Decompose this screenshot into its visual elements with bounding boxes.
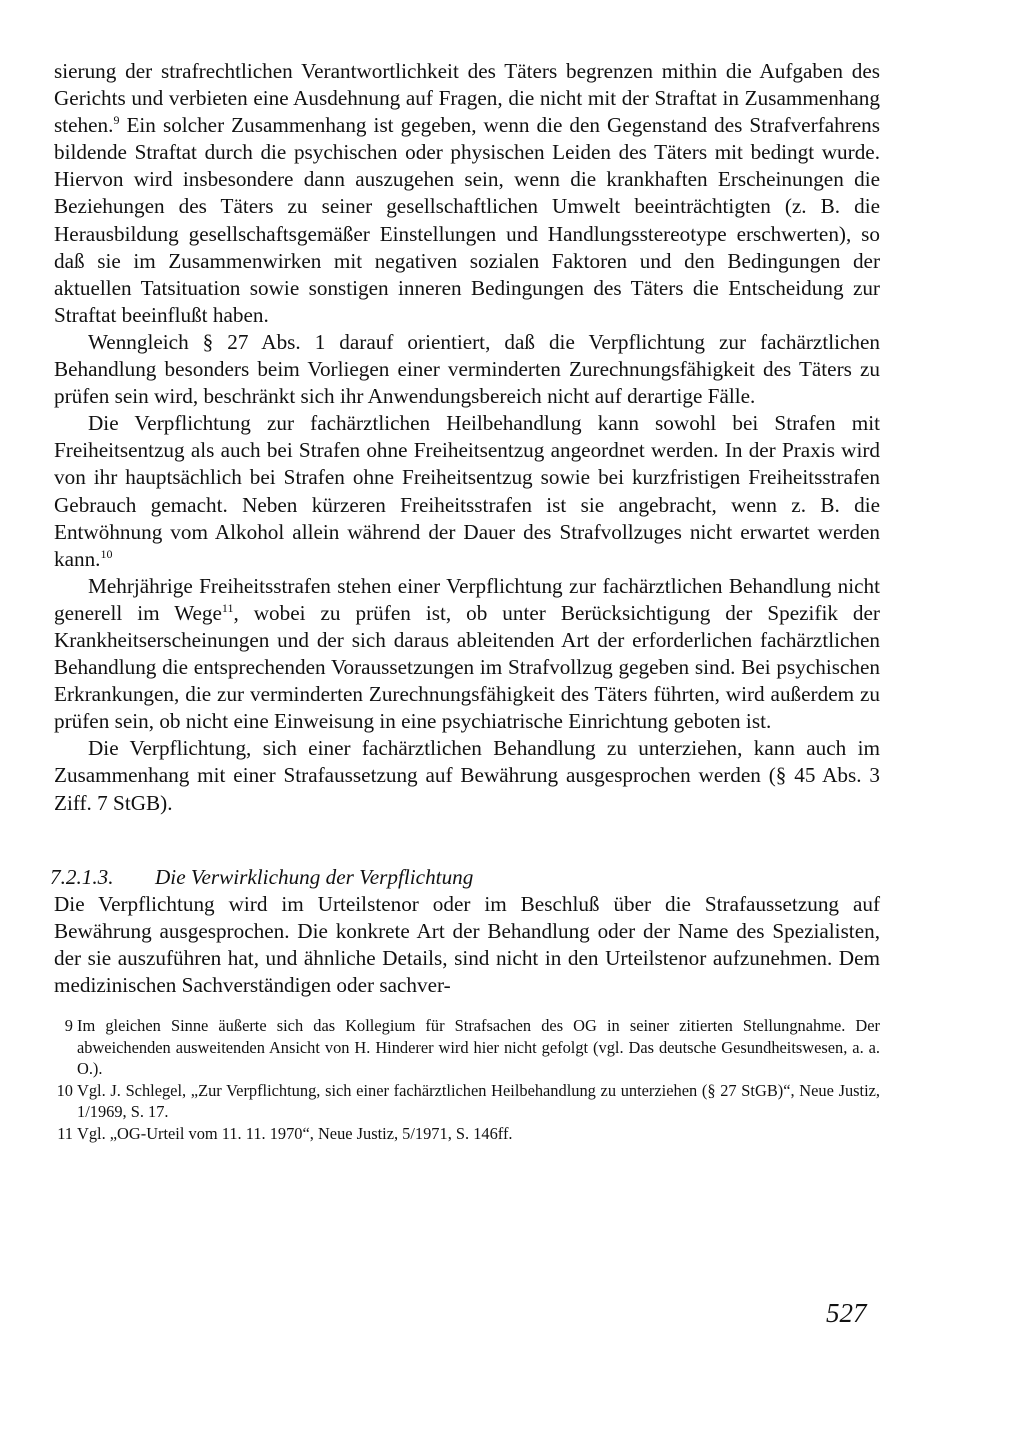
paragraph-6-text: Die Verpflichtung wird im Urteilstenor oder im Beschluß über die Strafaussetzung auf Bewährung ausgesprochen. Die konkrete Art der Behandlung oder der Name des Spezialisten, der sie auszuführen hat, und ähnliche Details, sind nicht in den Urteilstenor aufzunehmen. Dem medizinischen Sachverständigen oder sachver-: [54, 891, 880, 997]
paragraph-2: [54, 329, 880, 410]
footnote-ref-11[interactable]: 11: [221, 600, 234, 615]
section-title: Die Verwirklichung der Verpflichtung: [155, 864, 474, 889]
footnote-number: 11: [57, 1123, 73, 1143]
page-number: 527: [826, 1298, 867, 1328]
footnote-10: [54, 1080, 880, 1123]
paragraph-6: [54, 891, 880, 999]
paragraph-3-text: Die Verpflichtung zur fachärztlichen Heilbehandlung kann sowohl bei Strafen mit Freiheitsentzug als auch bei Strafen ohne Freiheitsentzug angeordnet werden. In der Praxis wird von ihr hauptsächlich bei Strafen ohne Freiheitsentzug sowie bei kurzfristigen Freiheitsstrafen Gebrauch gemacht. Neben kürzeren Freiheitsstrafen ist sie angebracht, wenn z. B. die Entwöhnung vom Alkohol allein während der Dauer des Strafvollzuges nicht erwartet werden kann.: [54, 411, 880, 571]
paragraph-2-text: Wenngleich § 27 Abs. 1 darauf orientiert, daß die Verpflichtung zur fachärztlichen Behandlung besonders beim Vorliegen einer verminderten Zurechnungsfähigkeit des Täters zu prüfen sein wird, beschränkt sich ihr Anwendungsbereich nicht auf derartige Fälle.: [54, 329, 880, 409]
footnote-number: 10: [56, 1080, 73, 1100]
paragraph-4: [54, 573, 880, 736]
paragraph-1: [54, 58, 880, 329]
paragraph-4-text-a: Mehrjährige Freiheitsstrafen stehen einer Verpflichtung zur fachärztlichen Behandlung nicht generell im Wege: [54, 573, 880, 625]
footnote-ref-9[interactable]: 9: [113, 113, 120, 128]
section-number: 7.2.1.3.: [50, 864, 114, 889]
footnote-number: 9: [64, 1016, 73, 1035]
paragraph-5: [54, 735, 880, 816]
footnote-text: Vgl. „OG-Urteil vom 11. 11. 1970“, Neue Justiz, 5/1971, S. 146ff.: [77, 1123, 513, 1143]
paragraph-1-text-b: Ein solcher Zusammenhang ist gegeben, wenn die den Gegenstand des Strafverfahrens bildende Straftat durch die psychischen oder physischen Leiden des Täters mit bedingt wurde. Hiervon wird insbesondere dann auszugehen sein, wenn die krankhaften Erscheinungen die Beziehungen des Täters zu seiner gesellschaftlichen Umwelt beeinträchtigten (z. B. die Herausbildung gesellschaftsgemäßer Einstellungen und Handlungsstereotype erschwerten), so daß sie im Zusammenwirken mit negativen sozialen Faktoren und den Bedingungen der aktuellen Tatsituation sowie sonstigen inneren Bedingungen des Täters die Entscheidung zur Straftat beeinflußt haben.: [54, 113, 880, 327]
footnote-11: [54, 1123, 880, 1145]
footnotes: [54, 1015, 880, 1145]
paragraph-4-text-b: , wobei zu prüfen ist, ob unter Berücksichtigung der Spezifik der Krankheitserscheinungen und der sich daraus ableitenden Art der erforderlichen fachärztlichen Behandlung die entsprechenden Voraussetzungen im Strafvollzug gegeben sind. Bei psychischen Erkrankungen, die zur verminderten Zurechnungsfähigkeit des Täters führten, wird außerdem zu prüfen sein, ob nicht eine Einweisung in eine psychiatrische Einrichtung geboten ist.: [54, 600, 880, 734]
paragraph-5-text: Die Verpflichtung, sich einer fachärztlichen Behandlung zu unterziehen, kann auch im Zusammenhang mit einer Strafaussetzung auf Bewährung ausgesprochen werden (§ 45 Abs. 3 Ziff. 7 StGB).: [54, 736, 880, 815]
paragraph-3: [54, 410, 880, 573]
footnote-text: Im gleichen Sinne äußerte sich das Kollegium für Strafsachen des OG in seiner zitierten Stellungnahme. Der abweichenden ausweitenden Ansicht von H. Hinderer wird hier nicht gefolgt (vgl. Das deutsche Gesundheitswesen, a. a. O.).: [77, 1016, 880, 1079]
footnote-9: [54, 1015, 880, 1080]
page-body: [50, 58, 880, 1145]
footnote-ref-10[interactable]: 10: [100, 546, 113, 561]
footnote-text: Vgl. J. Schlegel, „Zur Verpflichtung, sich einer fachärztlichen Heilbehandlung zu unterziehen (§ 27 StGB)“, Neue Justiz, 1/1969, S. 17.: [77, 1080, 880, 1122]
paragraph-1-text-a: sierung der strafrechtlichen Verantwortlichkeit des Täters begrenzen mithin die Aufgaben des Gerichts und verbieten eine Ausdehnung auf Fragen, die nicht mit der Straftat in Zusammenhang stehen.: [54, 59, 880, 138]
section-heading: [50, 864, 880, 891]
